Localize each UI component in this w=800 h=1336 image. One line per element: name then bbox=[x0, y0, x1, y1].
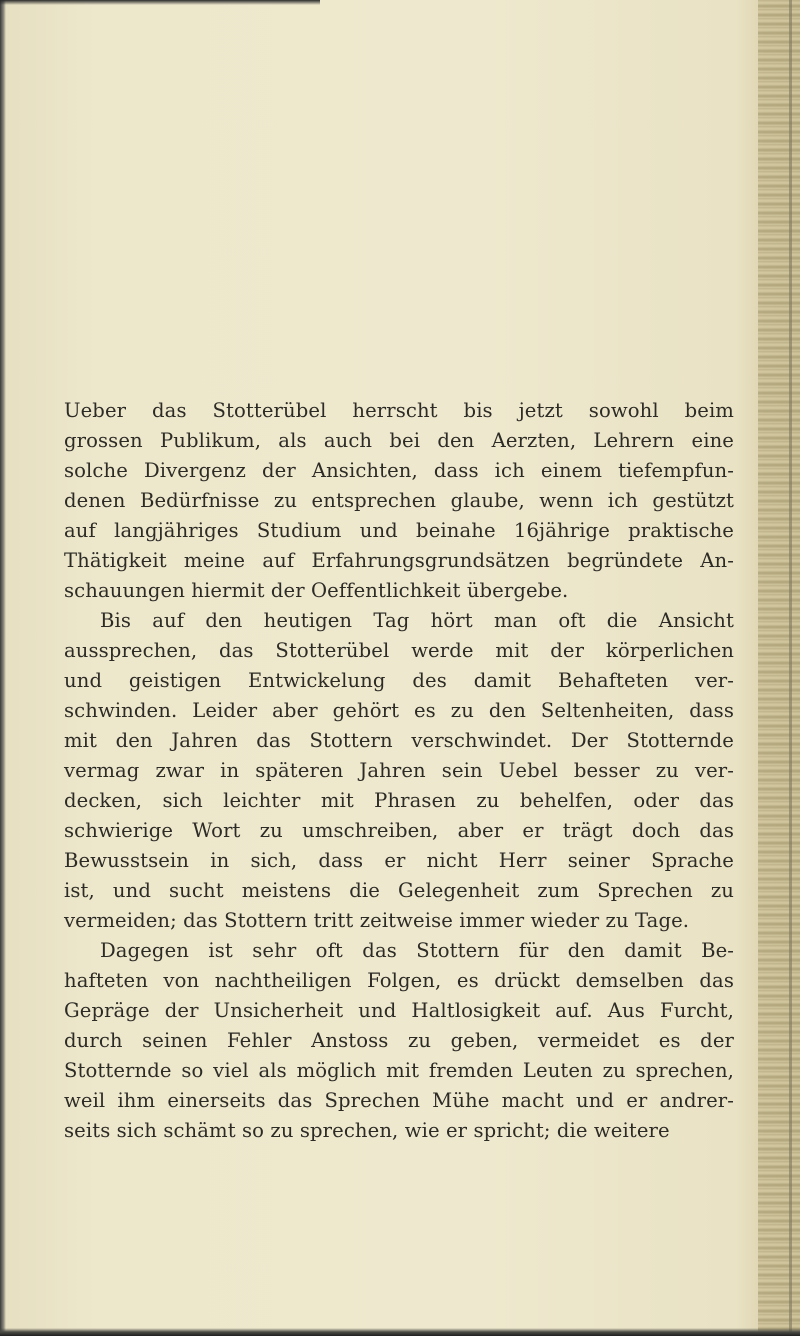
text-line: decken, sich leichter mit Phrasen zu behelfen, oder das bbox=[64, 789, 734, 812]
text-line: Gepräge der Unsicherheit und Haltlosigkeit auf. Aus Furcht, bbox=[64, 999, 734, 1022]
page-top-edge-shadow bbox=[0, 0, 320, 5]
book-fore-edge bbox=[758, 0, 800, 1336]
text-line: Dagegen ist sehr oft das Stottern für den damit Be- bbox=[100, 939, 734, 962]
text-line: solche Divergenz der Ansichten, dass ich einem tiefempfun- bbox=[64, 459, 734, 482]
text-line: Bewusstsein in sich, dass er nicht Herr seiner Sprache bbox=[64, 849, 734, 872]
page-bottom-edge-shadow bbox=[0, 1328, 800, 1336]
body-text bbox=[64, 396, 734, 1146]
text-line: vermeiden; das Stottern tritt zeitweise immer wieder zu Tage. bbox=[64, 909, 690, 932]
text-line: weil ihm einerseits das Sprechen Mühe macht und er andrer- bbox=[64, 1089, 734, 1112]
text-line: und geistigen Entwickelung des damit Behafteten ver- bbox=[64, 669, 734, 692]
text-line: grossen Publikum, als auch bei den Aerzten, Lehrern eine bbox=[64, 429, 734, 452]
text-line: Stotternde so viel als möglich mit fremden Leuten zu sprechen, bbox=[64, 1059, 734, 1082]
text-line: auf langjähriges Studium und beinahe 16jährige praktische bbox=[64, 519, 734, 542]
text-line: denen Bedürfnisse zu entsprechen glaube, wenn ich gestützt bbox=[64, 489, 734, 512]
text-line: ist, und sucht meistens die Gelegenheit zum Sprechen zu bbox=[64, 879, 734, 902]
text-line: Bis auf den heutigen Tag hört man oft die Ansicht bbox=[100, 609, 734, 632]
paragraph-2 bbox=[64, 606, 734, 936]
text-line: schauungen hiermit der Oeffentlichkeit übergebe. bbox=[64, 579, 569, 602]
text-line: hafteten von nachtheiligen Folgen, es drückt demselben das bbox=[64, 969, 734, 992]
text-line: vermag zwar in späteren Jahren sein Uebel besser zu ver- bbox=[64, 759, 734, 782]
text-line: aussprechen, das Stotterübel werde mit der körperlichen bbox=[64, 639, 734, 662]
text-line: seits sich schämt so zu sprechen, wie er spricht; die weitere bbox=[64, 1119, 670, 1142]
text-line: Thätigkeit meine auf Erfahrungsgrundsätzen begründete An- bbox=[64, 549, 734, 572]
page-left-edge-shadow bbox=[0, 0, 6, 1336]
text-line: mit den Jahren das Stottern verschwindet. Der Stotternde bbox=[64, 729, 734, 752]
text-line: schwinden. Leider aber gehört es zu den Seltenheiten, dass bbox=[64, 699, 734, 722]
paragraph-1 bbox=[64, 396, 734, 606]
text-line: Ueber das Stotterübel herrscht bis jetzt sowohl beim bbox=[64, 399, 734, 422]
paragraph-3 bbox=[64, 936, 734, 1146]
text-line: durch seinen Fehler Anstoss zu geben, vermeidet es der bbox=[64, 1029, 734, 1052]
text-line: schwierige Wort zu umschreiben, aber er trägt doch das bbox=[64, 819, 734, 842]
